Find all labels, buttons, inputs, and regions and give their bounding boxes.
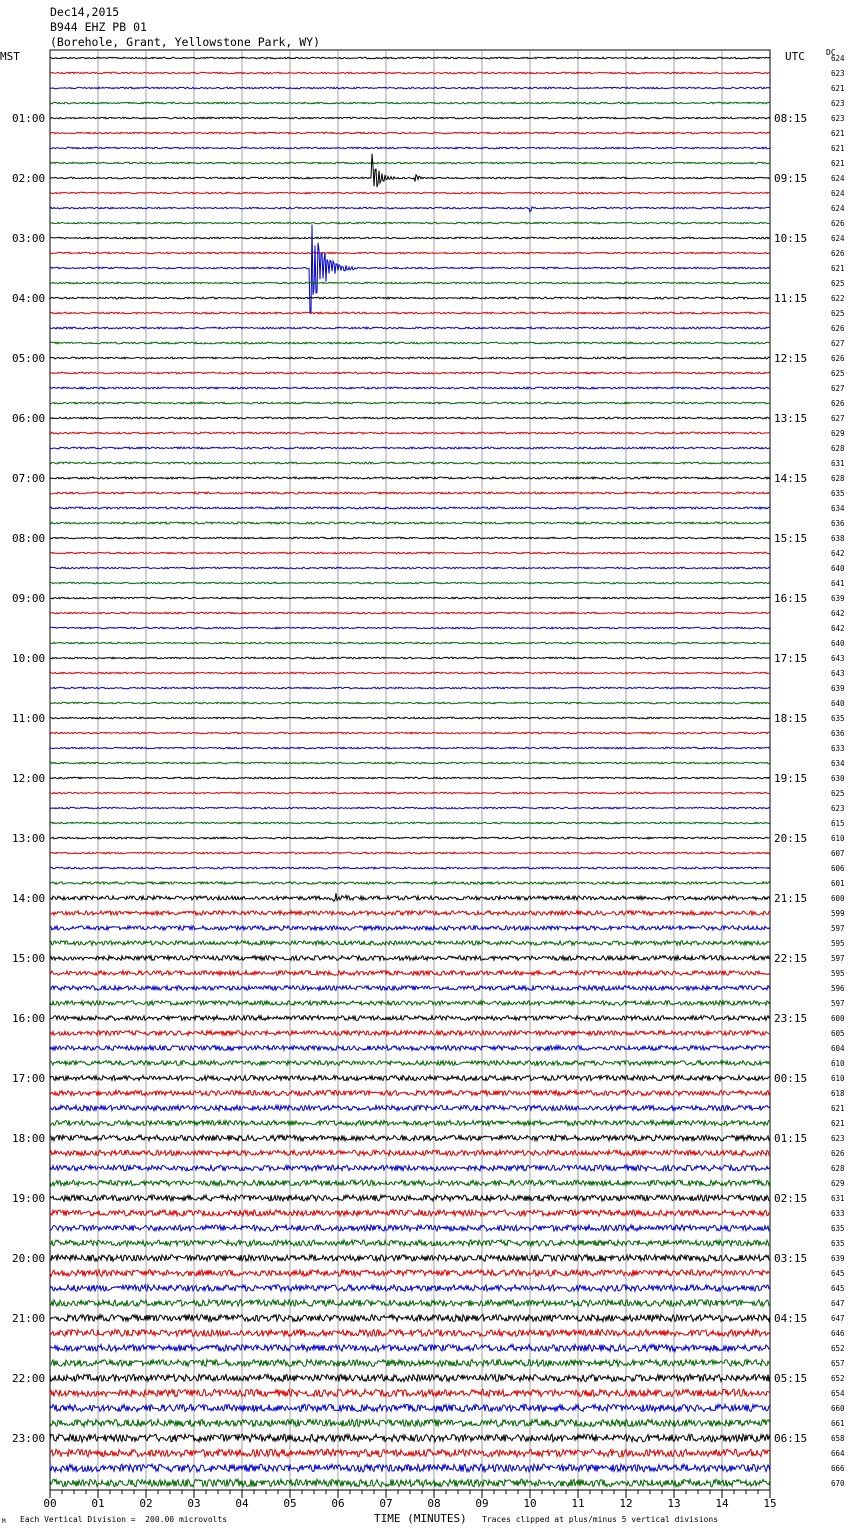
trace-line [50,567,770,569]
trace-line [50,342,770,344]
trace-line [50,582,770,584]
dc-offset-label: 607 [831,849,845,858]
dc-offset-label: 639 [831,1254,845,1263]
dc-offset-label: 597 [831,954,845,963]
date-label: Dec14,2015 [50,5,120,19]
trace-line [50,1210,770,1216]
utc-hour-label: 19:15 [774,772,808,785]
trace-line [50,597,770,599]
dc-label: DC [826,48,836,57]
mst-hour-label: 12:00 [12,772,46,785]
x-axis-title: TIME (MINUTES) [374,1512,467,1525]
trace-line [50,237,770,239]
scale-note: Each Vertical Division = 200.00 microvolts [20,1515,228,1524]
trace-line [50,102,770,104]
x-tick-label: 15 [763,1497,777,1510]
dc-offset-label: 604 [831,1044,845,1053]
mst-hour-label: 10:00 [12,652,46,665]
mst-hour-label: 01:00 [12,112,46,125]
dc-offset-label: 596 [831,984,845,993]
dc-offset-label: 600 [831,894,845,903]
dc-offset-label: 633 [831,744,845,753]
clip-note: Traces clipped at plus/minus 5 vertical divisions [482,1515,719,1524]
dc-offset-label: 627 [831,339,845,348]
dc-offset-label: 626 [831,1149,845,1158]
dc-offset-label: 621 [831,159,845,168]
dc-offset-label: 615 [831,819,845,828]
trace-line [50,941,770,945]
dc-offset-label: 624 [831,189,845,198]
trace-line [50,1165,770,1171]
dc-offset-label: 624 [831,54,845,63]
utc-hour-label: 11:15 [774,292,808,305]
mst-hour-label: 02:00 [12,172,46,185]
dc-offset-label: 636 [831,729,845,738]
dc-offset-label: 625 [831,789,845,798]
dc-offset-label: 635 [831,1224,845,1233]
dc-offset-label: 631 [831,459,845,468]
trace-line [50,1449,770,1457]
trace-line [50,702,770,704]
trace-line [50,1419,770,1426]
trace-line [50,627,770,629]
dc-offset-label: 646 [831,1329,845,1338]
x-tick-label: 07 [379,1497,393,1510]
dc-offset-label: 595 [831,969,845,978]
trace-line [50,1135,770,1141]
utc-hour-label: 16:15 [774,592,808,605]
dc-offset-label: 634 [831,759,845,768]
trace-line [50,87,770,89]
dc-offset-label: 626 [831,354,845,363]
plot-frame [50,50,770,1490]
dc-offset-label: 618 [831,1089,845,1098]
trace-line [50,57,770,59]
trace-line [50,1464,770,1472]
trace-line [50,807,770,809]
trace-line [50,687,770,689]
dc-offset-label: 627 [831,384,845,393]
dc-offset-label: 639 [831,594,845,603]
trace-line [50,612,770,614]
trace-line [50,926,770,930]
trace-line [50,447,770,449]
x-tick-label: 01 [91,1497,105,1510]
dc-offset-label: 647 [831,1314,845,1323]
mst-axis-label: MST [0,50,20,63]
x-tick-label: 14 [715,1497,729,1510]
trace-line [50,132,770,134]
trace-line [50,387,770,389]
mst-hour-label: 19:00 [12,1192,46,1205]
trace-line [50,1225,770,1231]
dc-offset-label: 635 [831,714,845,723]
trace-line [50,717,770,719]
utc-hour-label: 06:15 [774,1432,808,1445]
utc-hour-label: 21:15 [774,892,808,905]
dc-offset-label: 643 [831,669,845,678]
dc-offset-label: 660 [831,1404,845,1413]
dc-offset-label: 597 [831,999,845,1008]
trace-line [50,477,770,479]
trace-line [50,297,770,299]
mst-hour-label: 11:00 [12,712,46,725]
trace-line [50,552,770,554]
utc-hour-label: 04:15 [774,1312,808,1325]
trace-line [50,867,770,869]
dc-offset-label: 639 [831,684,845,693]
mst-hour-label: 22:00 [12,1372,46,1385]
trace-line [50,207,770,212]
mst-hour-label: 03:00 [12,232,46,245]
dc-offset-label: 628 [831,1164,845,1173]
utc-hour-label: 05:15 [774,1372,808,1385]
dc-offset-label: 621 [831,1119,845,1128]
dc-offset-label: 626 [831,399,845,408]
utc-hour-label: 08:15 [774,112,808,125]
dc-offset-label: 623 [831,804,845,813]
dc-offset-label: 599 [831,909,845,918]
dc-offset-label: 629 [831,429,845,438]
trace-line [50,1404,770,1411]
x-tick-label: 12 [619,1497,633,1510]
dc-offset-label: 610 [831,834,845,843]
trace-line [50,822,770,824]
dc-offset-label: 601 [831,879,845,888]
dc-offset-label: 628 [831,444,845,453]
dc-offset-label: 654 [831,1389,845,1398]
dc-offset-label: 623 [831,114,845,123]
trace-line [50,1255,770,1261]
mst-hour-label: 17:00 [12,1072,46,1085]
dc-offset-label: 631 [831,1194,845,1203]
trace-line [50,971,770,976]
dc-offset-label: 625 [831,369,845,378]
dc-offset-label: 623 [831,1134,845,1143]
dc-offset-label: 638 [831,534,845,543]
dc-offset-label: 640 [831,639,845,648]
trace-line [50,1031,770,1036]
dc-offset-label: 629 [831,1179,845,1188]
trace-line [50,327,770,329]
trace-line [50,1016,770,1021]
dc-offset-label: 622 [831,294,845,303]
trace-line [50,357,770,359]
mst-hour-label: 15:00 [12,952,46,965]
trace-line [50,282,770,284]
trace-line [50,1105,770,1110]
dc-offset-label: 625 [831,309,845,318]
dc-offset-label: 642 [831,624,845,633]
dc-offset-label: 621 [831,264,845,273]
trace-line [50,462,770,464]
trace-line [50,1374,770,1381]
utc-hour-label: 02:15 [774,1192,808,1205]
dc-offset-label: 610 [831,1059,845,1068]
dc-offset-label: 636 [831,519,845,528]
trace-line [50,154,770,187]
trace-line [50,1434,770,1442]
dc-offset-label: 595 [831,939,845,948]
trace-line [50,1300,770,1306]
mst-hour-label: 05:00 [12,352,46,365]
trace-line [50,1001,770,1006]
mst-hour-label: 07:00 [12,472,46,485]
trace-line [50,402,770,404]
x-tick-label: 06 [331,1497,345,1510]
trace-line [50,1389,770,1396]
corner-mark: M [2,1518,6,1525]
trace-line [50,1270,770,1276]
trace-line [50,911,770,915]
dc-offset-label: 647 [831,1299,845,1308]
x-tick-label: 00 [43,1497,57,1510]
dc-offset-label: 645 [831,1269,845,1278]
dc-offset-label: 626 [831,249,845,258]
utc-hour-label: 14:15 [774,472,808,485]
utc-hour-label: 18:15 [774,712,808,725]
dc-offset-label: 624 [831,234,845,243]
dc-offset-label: 627 [831,414,845,423]
trace-line [50,1285,770,1291]
utc-hour-label: 17:15 [774,652,808,665]
utc-hour-label: 10:15 [774,232,808,245]
dc-offset-label: 626 [831,219,845,228]
trace-line [50,1479,770,1487]
dc-offset-label: 640 [831,699,845,708]
trace-line [50,893,770,901]
trace-line [50,1150,770,1156]
dc-offset-label: 652 [831,1374,845,1383]
utc-hour-label: 20:15 [774,832,808,845]
dc-offset-label: 635 [831,1239,845,1248]
dc-offset-label: 652 [831,1344,845,1353]
x-tick-label: 10 [523,1497,537,1510]
x-tick-label: 09 [475,1497,489,1510]
dc-offset-label: 621 [831,84,845,93]
utc-hour-label: 03:15 [774,1252,808,1265]
dc-offset-label: 600 [831,1014,845,1023]
dc-offset-label: 634 [831,504,845,513]
trace-line [50,1345,770,1352]
trace-line [50,1046,770,1051]
trace-line [50,1195,770,1201]
trace-line [50,1120,770,1125]
dc-offset-label: 657 [831,1359,845,1368]
trace-line [50,986,770,991]
trace-line [50,732,770,734]
dc-offset-label: 597 [831,924,845,933]
trace-line [50,72,770,74]
trace-line [50,1075,770,1080]
trace-line [50,1360,770,1367]
trace-line [50,1090,770,1095]
dc-offset-label: 633 [831,1209,845,1218]
utc-hour-label: 12:15 [774,352,808,365]
dc-offset-label: 658 [831,1434,845,1443]
dc-offset-label: 641 [831,579,845,588]
trace-line [50,312,770,314]
dc-offset-label: 623 [831,99,845,108]
trace-line [50,1240,770,1246]
trace-line [50,882,770,884]
mst-hour-label: 16:00 [12,1012,46,1025]
trace-line [50,492,770,494]
mst-hour-label: 04:00 [12,292,46,305]
mst-hour-label: 14:00 [12,892,46,905]
utc-hour-label: 00:15 [774,1072,808,1085]
utc-hour-label: 15:15 [774,532,808,545]
dc-offset-label: 623 [831,69,845,78]
trace-line [50,777,770,779]
dc-offset-label: 610 [831,1074,845,1083]
trace-line [50,252,770,254]
trace-line [50,1061,770,1066]
utc-hour-label: 09:15 [774,172,808,185]
trace-line [50,1330,770,1337]
station-label: B944 EHZ PB 01 [50,20,147,34]
mst-hour-label: 06:00 [12,412,46,425]
trace-line [50,432,770,434]
dc-offset-label: 640 [831,564,845,573]
dc-offset-label: 624 [831,174,845,183]
dc-offset-label: 664 [831,1449,845,1458]
mst-hour-label: 20:00 [12,1252,46,1265]
dc-offset-label: 621 [831,129,845,138]
trace-line [50,852,770,854]
utc-hour-label: 01:15 [774,1132,808,1145]
mst-hour-label: 09:00 [12,592,46,605]
x-tick-label: 08 [427,1497,441,1510]
dc-offset-label: 670 [831,1479,845,1488]
trace-line [50,192,770,194]
x-tick-label: 03 [187,1497,201,1510]
location-label: (Borehole, Grant, Yellowstone Park, WY) [50,35,321,49]
x-tick-label: 02 [139,1497,153,1510]
trace-line [50,522,770,524]
dc-offset-label: 666 [831,1464,845,1473]
utc-hour-label: 22:15 [774,952,808,965]
trace-line [50,507,770,509]
dc-offset-label: 661 [831,1419,845,1428]
dc-offset-label: 621 [831,144,845,153]
trace-line [50,417,770,419]
trace-line [50,642,770,644]
trace-line [50,537,770,539]
utc-hour-label: 23:15 [774,1012,808,1025]
trace-line [50,1315,770,1322]
dc-offset-label: 606 [831,864,845,873]
mst-hour-label: 08:00 [12,532,46,545]
dc-offset-label: 642 [831,549,845,558]
dc-offset-label: 626 [831,324,845,333]
mst-hour-label: 13:00 [12,832,46,845]
trace-line [50,147,770,149]
trace-line [50,672,770,674]
trace-line [50,117,770,119]
trace-line [50,1180,770,1186]
dc-offset-label: 625 [831,279,845,288]
mst-hour-label: 23:00 [12,1432,46,1445]
trace-line [50,657,770,659]
dc-offset-label: 635 [831,489,845,498]
utc-hour-label: 13:15 [774,412,808,425]
dc-offset-label: 642 [831,609,845,618]
dc-offset-label: 628 [831,474,845,483]
dc-offset-label: 643 [831,654,845,663]
dc-offset-label: 630 [831,774,845,783]
dc-offset-label: 645 [831,1284,845,1293]
trace-line [50,372,770,374]
utc-axis-label: UTC [785,50,805,63]
x-tick-label: 13 [667,1497,681,1510]
trace-line [50,956,770,961]
dc-offset-label: 605 [831,1029,845,1038]
trace-line [50,792,770,794]
trace-line [50,162,770,164]
dc-offset-label: 624 [831,204,845,213]
trace-line [50,222,770,224]
mst-hour-label: 21:00 [12,1312,46,1325]
mst-hour-label: 18:00 [12,1132,46,1145]
x-tick-label: 05 [283,1497,297,1510]
dc-offset-label: 621 [831,1104,845,1113]
trace-line [50,762,770,764]
trace-line [50,837,770,839]
x-tick-label: 11 [571,1497,585,1510]
x-tick-label: 04 [235,1497,249,1510]
trace-line [50,747,770,749]
